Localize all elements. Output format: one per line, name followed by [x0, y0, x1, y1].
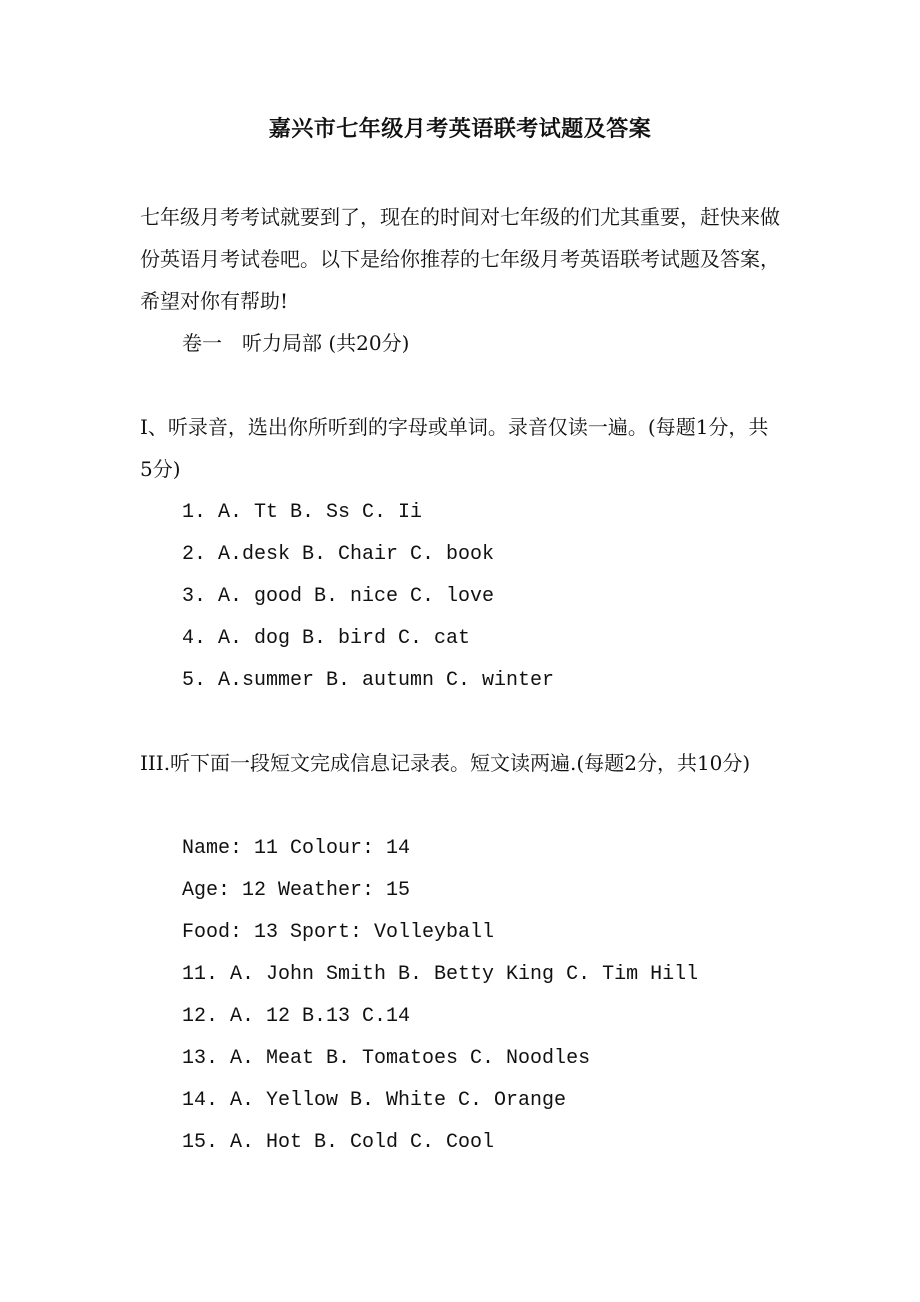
section1-item: 2. A.desk B. Chair C. book [182, 543, 495, 566]
section1-item: 1. A. Tt B. Ss C. Ii [182, 501, 423, 524]
section3-item: 13. A. Meat B. Tomatoes C. Noodles [182, 1047, 591, 1070]
section1-item: 4. A. dog B. bird C. cat [182, 627, 471, 650]
section3-item: 15. A. Hot B. Cold C. Cool [182, 1131, 495, 1154]
info-form-row: Age: 12 Weather: 15 [182, 879, 411, 902]
intro-paragraph: 七年级月考考试就要到了，现在的时间对七年级的们尤其重要，赶快来做份英语月考试卷吧。以下是给你推荐的七年级月考英语联考试题及答案，希望对你有帮助! [140, 205, 780, 313]
section3-item: 12. A. 12 B.13 C.14 [182, 1005, 411, 1028]
section3-item: 11. A. John Smith B. Betty King C. Tim Hill [182, 963, 699, 986]
document-title: 嘉兴市七年级月考英语联考试题及答案 [268, 116, 652, 142]
info-form-row: Name: 11 Colour: 14 [182, 837, 411, 860]
section1-item: 5. A.summer B. autumn C. winter [182, 669, 555, 692]
volume-heading: 卷一 听力局部 (共20分) [182, 331, 410, 355]
info-form-row: Food: 13 Sport: Volleyball [182, 921, 495, 944]
section3-heading: III.听下面一段短文完成信息记录表。短文读两遍.(每题2分，共10分) [140, 751, 751, 775]
section3-item: 14. A. Yellow B. White C. Orange [182, 1089, 567, 1112]
section1-heading: I、听录音，选出你所听到的字母或单词。录音仅读一遍。(每题1分，共5分) [140, 415, 769, 481]
section1-item: 3. A. good B. nice C. love [182, 585, 495, 608]
